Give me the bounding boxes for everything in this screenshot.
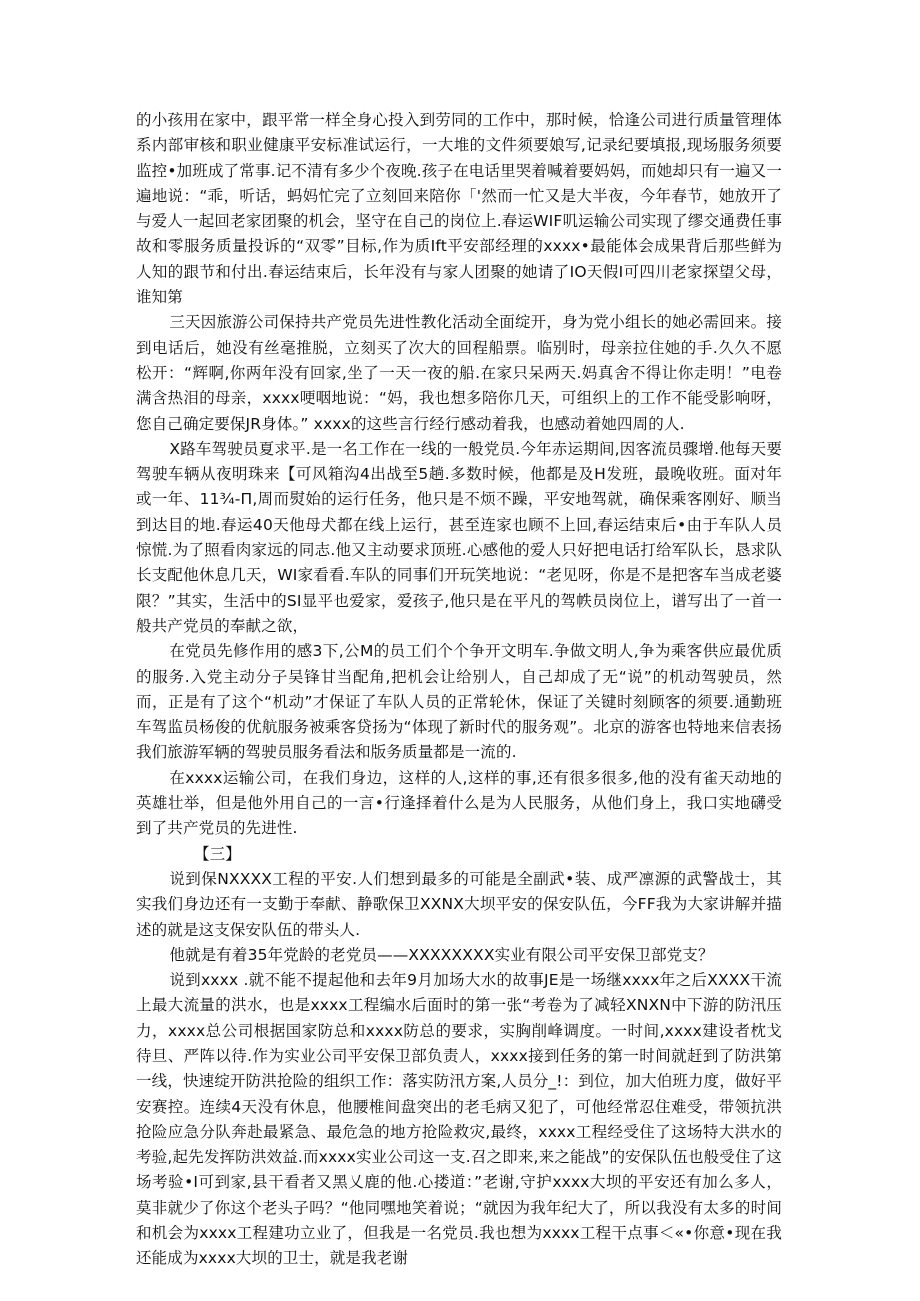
paragraph-3: X路车驾驶员夏求平.是一名工作在一线的一般党员.今年赤运期间,因客流员骤增.他每天要驾驶车辆从夜明珠来【可风箱沟4出战至5趟.多数时候，他都是及H发班，最晚收班。面对年或一年、11¾-Π,周而熨始的运行任务，他只是不烦不躁，平安地驾就，确保乘客刚好、顺当到达目的地.春运40天他母犬都在线上运行，甚至连家也顾不上回,春运结束后•由于车队人员惊慌.为了照看肉家远的同志.他又主动要求顶班.心感他的爱人只好把电话打给军队长，恳求队长支配他休息几天，WI家看看.车队的同事们开玩笑地说：“老见呀，你是不是把客车当成老婆限？”其实，生活中的SI显平也爱家，爱孩子,他只是在平凡的驾帙员岗位上，谱写出了一首一般共产党员的奉献之欲， <box>136 439 782 635</box>
paragraph-8: 说到xxxx .就不能不提起他和去年9月加场大水的故事JE是一场继xxxx年之后XXXX干流上最大流量的洪水，也是xxxx工程编水后面时的第一张“考卷为了减轻XNXN中下游的防汛压力，xxxx总公司根据国家防总和xxxx防总的要求，实胸削峰调度。一时间,xxxx建设者枕戈待旦、严阵以待.作为实业公司平安保卫部负责人，xxxx接到任务的第一时间就赶到了防洪第一线，快速绽开防洪抢险的组织工作：落实防汛方案,人员分_!：到位，加大伯班力度，做好平安赛控。连续4天没有休息，他腰椎间盘突出的老毛病又犯了，可他经常忍住难受，带领抗洪抢险应急分队奔赴最紧急、最危急的地方抢险救灾,最终，xxxx工程经受住了这场特大洪水的考验,起先发挥防洪效益.而xxxx实业公司这一支.召之即来,来之能战”的安保队伍也般受住了这场考验•I可到家,县干看者又黑乂鹿的他.心搂道：”老谢,守护xxxx大坝的平安还有加么多人，莫非就少了你这个老头子吗？“他同嘿地笑着说；“就因为我年纪大了，所以我没有太多的时间和机会为xxxx工程建功立业了，但我是一名党员.我也想为xxxx工程干点事＜«•你意•现在我还能成为xxxx大坝的卫士，就是我老谢 <box>136 971 782 1268</box>
section-heading: 【三】 <box>194 844 241 863</box>
document-body <box>136 108 782 1272</box>
paragraph-2: 三天因旅游公司保持共产党员先进性教化活动全面绽开，身为党小组长的她必需回来。接到电话后，她没有丝毫推脱，立刻买了次大的回程船票。临别时，母亲拉住她的手.久久不愿松开：“辉啊,你两年没有回家,坐了一天一夜的船.在家只呆两天.妈真舍不得让你走明！”电卷满含热泪的母亲，xxxx哽咽地说：“妈，我也想多陪你几天，可组织上的工作不能受影响呀，您自己确定要保JR身体。” xxxx的这些言行经行感动着我，也感动着她四周的人. <box>136 313 782 433</box>
paragraph-7: 他就是有着35年党龄的老党员——XXXXXXXX实业有限公司平安保卫部党支？ <box>169 945 714 964</box>
paragraph-4: 在党员先修作用的感3下,公M的员工们个个争开文明车.争做文明人,争为乘客供应最优质的服务.入党主动分子吴锋甘当配角,把机会让给别人，自己却成了无“说”的机动驾驶员，然而，正是有了这个“机动”才保证了车队人员的正常轮休，保证了关键时刻顾客的须要.通勤班车驾监员杨俊的优航服务被乘客贷扬为“体现了新时代的服务观”。北京的游客也特地来信表扬我们旅游军辆的驾驶员服务看法和版务质量都是一流的. <box>136 642 782 762</box>
paragraph-5: 在xxxx运输公司，在我们身边，这样的人,这样的事,还有很多很多,他的没有雀天动地的英雄壮举，但是他外用自己的一言•行逢择着什么是为人民服务，从他们身上，我口实地礴受到了共产党员的先进性. <box>136 768 782 838</box>
paragraph-6: 说到保NXXXX工程的平安.人们想到最多的可能是全副武•装、成严凛源的武警战士，其实我们身边还有一支勤于奉献、静歌保卫XXNX大坝平安的保安队伍，今FF我为大家讲解并描述的就是这支保安队伍的带头人. <box>136 869 782 939</box>
paragraph-1: 的小孩用在家中，跟平常一样全身心投入到劳同的工作中，那时候，恰逢公司进行质量管理体系内部审核和职业健康平安标准试运行，一大堆的文件须要娘写,记录纪要填报,现场服务须要监控•加班成了常事.记不清有多少个夜晚.孩子在电话里哭着喊着要妈妈，而她却只有一遍又一遍地说：“乖，听话，蚂妈忙完了立刻回来陪你「'然而一忙又是大半夜，今年春节，她放开了与爱人一起回老家团聚的机会，坚守在自己的岗位上.春运WIF叽运输公司实现了缪交通费任事故和零服务质量投诉的“双零”目标,作为质Ift平安部经理的xxxx•最能体会成果背后那些鲜为人知的跟节和付出.春运结束后，长年没有与家人团聚的她请了IO天假I可四川老家探望父母，谁知第 <box>136 111 782 307</box>
